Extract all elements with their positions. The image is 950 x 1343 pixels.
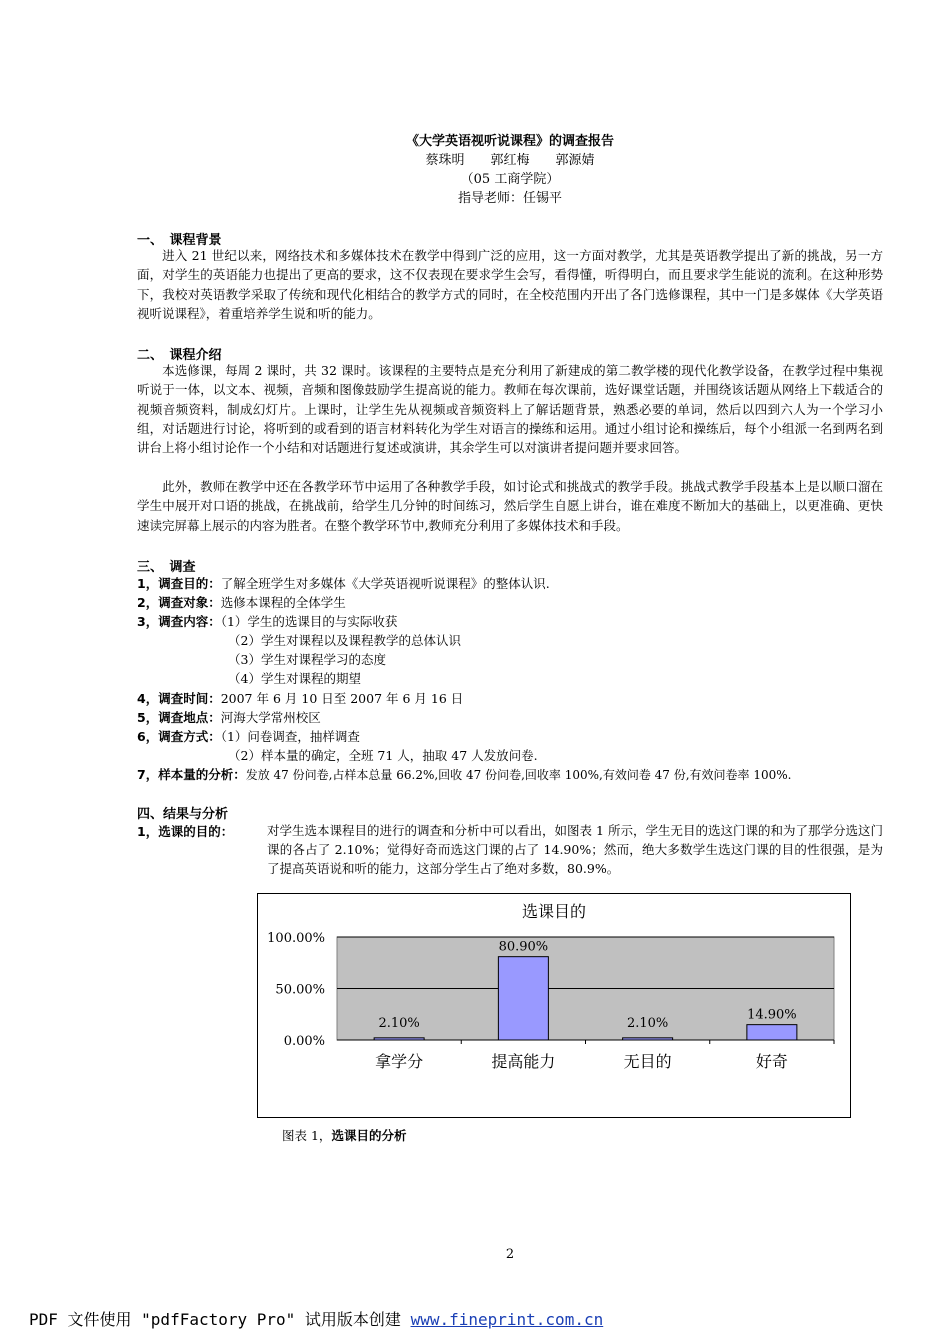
chart-title: 选课目的 <box>521 902 587 921</box>
survey-item-purpose <box>137 574 550 592</box>
survey-item-text: （1）问卷调查，抽样调查 <box>220 729 360 744</box>
purpose-bar-chart <box>257 893 851 1118</box>
paragraph-introduction-2-text: 此外，教师在教学中还在各教学环节中运用了各种教学手段，如讨论式和挑战式的教学手段。挑战式教学手段基本上是以顺口溜在学生中展开对口语的挑战，在挑战前，给学生几分钟的时间练习，然后学生自愿上讲台，谁在难度不断加大的基础上，以更准确、更快速读完屏幕上展示的内容为胜者。在整个教学环节中,教师充分利用了多媒体技术和手段。 <box>137 479 883 533</box>
results-text: 对学生选本课程目的进行的调查和分析中可以看出，如图表 1 所示，学生无目的选这门课的和为了那学分选这门课的各占了 2.10%；觉得好奇而选这门课的占了 14.90%；然而，绝大多数学生选这门课的目的性很强，是为了提高英语说和听的能力，这部分学生占了绝对多数，80.9%。 <box>267 823 883 876</box>
survey-content-sub-4: （4）学生对课程的期望 <box>228 671 361 686</box>
authors: 蔡珠明 郭红梅 郭源婧 <box>425 153 595 168</box>
survey-item-text: 河海大学常州校区 <box>220 710 321 725</box>
survey-item-time <box>137 689 463 707</box>
survey-item-label: 1，调查目的： <box>137 576 221 591</box>
survey-item-label: 6，调查方式： <box>137 729 221 744</box>
paragraph-introduction-2 <box>137 477 883 535</box>
x-tick-label: 提高能力 <box>491 1052 556 1071</box>
survey-item-text: 选修本课程的全体学生 <box>220 595 346 610</box>
y-tick-label: 50.00% <box>275 982 325 998</box>
paragraph-introduction-1 <box>137 361 883 457</box>
survey-item-label: 4，调查时间： <box>137 691 221 706</box>
paragraph-introduction-1-text: 本选修课，每周 2 课时，共 32 课时。该课程的主要特点是充分利用了新建成的第二教学楼的现代化教学设备，在教学过程中集视听说于一体，以文本、视频，音频和图像鼓励学生提高说的能力。教师在每次课前，选好课堂话题，并围绕该话题从网络上下载适合的视频音频资料，制成幻灯片。上课时，让学生先从视频或音频资料上了解话题背景，熟悉必要的单词，然后以四到六人为一个学习小组，对话题进行讨论，将听到的或看到的语言材料转化为学生对语言的操练和运用。通过小组讨论和操练后，每个小组派一名到两名到讲台上将小组讨论作一个小结和对话题进行复述或演讲，其余学生可以对演讲者提问题并要求回答。 <box>137 363 883 456</box>
survey-method-sub-2: （2）样本量的确定，全班 71 人，抽取 47 人发放问卷. <box>228 748 538 763</box>
data-label: 2.10% <box>626 1016 669 1031</box>
data-label: 14.90% <box>747 1007 797 1023</box>
survey-item-sample <box>137 765 791 783</box>
survey-item-label: 3，调查内容： <box>137 614 221 629</box>
results-label-text: 1，选课的目的： <box>137 824 234 839</box>
survey-content-sub-2: （2）学生对课程以及课程教学的总体认识 <box>228 633 461 648</box>
data-label: 80.90% <box>498 939 549 955</box>
survey-item-label: 5，调查地点： <box>137 710 221 725</box>
section-heading-survey: 三、 调查 <box>137 560 196 575</box>
caption-prefix: 图表 1， <box>282 1128 332 1143</box>
figure-caption <box>282 1126 406 1144</box>
survey-item-place <box>137 708 321 726</box>
data-label: 2.10% <box>378 1016 420 1031</box>
survey-item-text: 了解全班学生对多媒体《大学英语视听说课程》的整体认识. <box>220 576 550 591</box>
survey-item-content <box>137 612 397 630</box>
x-tick-label: 好奇 <box>755 1052 788 1071</box>
survey-item-text: 发放 47 份问卷,占样本总量 66.2%,回收 47 份问卷,回收率 100%,有效问卷 47 份,有效问卷率 100%. <box>245 768 792 782</box>
results-label <box>137 822 233 840</box>
bar <box>498 957 548 1040</box>
x-tick-label: 无目的 <box>623 1052 672 1071</box>
page-number: 2 <box>505 1247 515 1262</box>
survey-item-method <box>137 727 360 745</box>
section-heading-background: 一、 课程背景 <box>137 233 222 248</box>
paragraph-background-text: 进入 21 世纪以来，网络技术和多媒体技术在教学中得到广泛的应用，这一方面对教学，尤其是英语教学提出了新的挑战，另一方面，对学生的英语能力也提出了更高的要求，这不仅表现在要求学生会写，看得懂，听得明白，而且要求学生能说的流利。在这种形势下，我校对英语教学采取了传统和现代化相结合的教学方式的同时，在全校范围内开出了各门选修课程，其中一门是多媒体《大学英语视听说课程》，着重培养学生说和听的能力。 <box>137 248 883 321</box>
y-tick-label: 100.00% <box>267 931 325 946</box>
survey-item-subject <box>137 593 346 611</box>
advisor: 指导老师：任锡平 <box>457 191 562 206</box>
pdf-footer <box>29 1307 603 1330</box>
x-tick-label: 拿学分 <box>375 1052 424 1071</box>
survey-item-text: 2007 年 6 月 10 日至 2007 年 6 月 16 日 <box>220 691 464 706</box>
survey-item-label: 2，调查对象： <box>137 595 221 610</box>
caption-title: 选课目的分析 <box>331 1128 407 1143</box>
section-heading-introduction: 二、 课程介绍 <box>137 348 222 363</box>
survey-content-sub-3: （3）学生对课程学习的态度 <box>228 652 386 667</box>
bar <box>747 1025 797 1040</box>
y-tick-label: 0.00% <box>283 1034 325 1049</box>
survey-item-text: （1）学生的选课目的与实际收获 <box>220 614 398 629</box>
section-heading-results: 四、结果与分析 <box>137 807 229 822</box>
footer-link[interactable]: www.fineprint.com.cn <box>410 1310 604 1329</box>
report-title: 《大学英语视听说课程》的调查报告 <box>405 134 614 149</box>
college: （05 工商学院） <box>460 172 560 187</box>
survey-item-label: 7，样本量的分析： <box>137 767 246 782</box>
paragraph-background <box>137 246 883 323</box>
footer-text: PDF 文件使用 "pdfFactory Pro" 试用版本创建 <box>29 1310 411 1329</box>
